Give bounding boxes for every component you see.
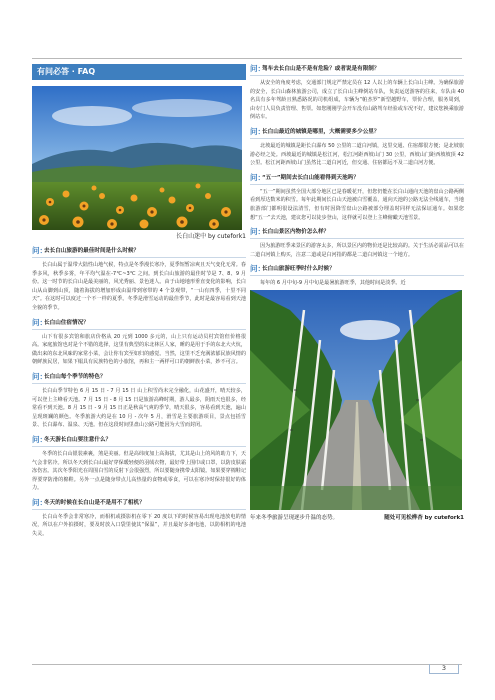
- question-text: “五一”期间去长白山能看得到天池吗？: [262, 174, 359, 181]
- question-marker: 问：: [250, 64, 265, 73]
- divider: [250, 275, 464, 276]
- divider: [32, 509, 246, 510]
- question-text: 长白山住宿情况？: [44, 319, 89, 326]
- answer-text: 从安全的角度考虑，交通部门规定严禁定员在 12 人以上的车辆上长白山主峰。为确保旅游的安全，长白山森林旅游公司，成立了长白山主峰倒站车队，负责运送游客的往来，车队由 40 名具有多年驾龄且熟悉路况的司机组成，车辆为“帕杰罗”新型越野车，票价合理，服务周到，由专门人员负责管理、售票。如您刚刚学会开车没有山路驾车经验或车况不好，建议您换乘旅游倒站车。: [250, 80, 464, 121]
- divider: [32, 257, 246, 258]
- question-text: 冬天的时候在长白山是不是用不了相机？: [44, 499, 145, 506]
- section-title: 有问必答 · FAQ: [32, 64, 246, 80]
- question-text: 长白山最近的城镇是哪里，大概需要多少公里？: [262, 128, 380, 135]
- answer-continuation: 年来冬季旅游呈现逐步升温的态势。: [250, 514, 339, 521]
- left-column: [32, 64, 246, 539]
- question-text: 驾车去长白山是不是有危险？或者说是有限制？: [262, 66, 380, 72]
- divider: [250, 138, 464, 139]
- photo-caption: 随处可见松桦杏 by cutefork1: [384, 514, 464, 521]
- divider: [250, 238, 464, 239]
- question-text: 长白山景区内物价怎么样？: [262, 229, 330, 236]
- page-number: 3: [429, 664, 459, 674]
- question-marker: 问：: [32, 317, 47, 327]
- faq-item: [32, 498, 246, 539]
- bottom-rule: [32, 664, 462, 665]
- question-text: 长白山旅游旺季时什么时候？: [262, 266, 335, 273]
- faq-item: [32, 435, 246, 493]
- answer-text: 北坡最近的城镇是距长白瀑布 50 公里的二道白河镇，这里交通、住宿都很方便；是北坡旅游必经之处。西坡最近的城镇是松江河，松江河距西坡山门 30 公里，西坡山门距西坡坡顶 42 公里。松江河距西坡山门虽然比二道白河近，但交通、住宿都远不及二道白河方便。: [250, 142, 464, 167]
- divider: [250, 184, 464, 185]
- flower-meadow-photo: [32, 86, 242, 230]
- faq-item: [250, 127, 464, 168]
- faq-item: [250, 264, 464, 288]
- question-marker: 问：: [250, 126, 265, 136]
- divider: [32, 446, 246, 447]
- question-marker: 问：: [250, 227, 265, 237]
- question-text: 长白山每个季节的特色？: [44, 373, 106, 380]
- question-marker: 问：: [32, 497, 47, 507]
- faq-item: [32, 372, 246, 430]
- answer-text: 山下有很多宾馆和旅店价格从 20 元到 1000 多元的，山上只有运动员村宾馆但价格很高。家庭旅馆也对是个不错的选择，这里有典型的东北林区人家，睡的是用于手的东北大火炕，做出来的东北风味的家常小菜，会让你有宾至如归的感觉。当然，这里不乏充满浓郁民族风情的朝鲜族民居，如果下榻具有民族特色的小旅馆，再和主一两样可口的朝鲜族小菜，妙不可言。: [32, 333, 246, 366]
- question-marker: 问：: [32, 371, 47, 381]
- divider: [250, 75, 464, 76]
- question-marker: 问：: [32, 434, 47, 444]
- faq-item: [250, 64, 464, 122]
- divider: [32, 383, 246, 384]
- birch-road-photo: [250, 290, 462, 510]
- divider: [32, 329, 246, 330]
- answer-text: 每年的 6 月中旬-9 月中旬是最暑旅游旺季，其他时间是淡季。近: [260, 280, 406, 287]
- answer-text: 长白山属于温带大陆性山地气候，特点是冬季漫长寒冷，夏季短暂凉爽且天气变化无常。春季多风，秋季多雾，年平均气温在-7℃~3℃ 之间。到长白山旅游的最佳时节是 7、8、9 月份。这一时节的长白山是最美丽的，风光秀丽、景色迷人。由于山地地形垂直变化的影响，长白山从山脚到山顶，随着海拔的增加形成由温带到寒带的 4 个景观带，“一山有四季，十里不同天”。在这时可以度过一个不一样的夏季。冬季是滑雪运动的最佳季节，此时是最容易看到天池全貌的季节。: [32, 262, 246, 311]
- answer-text: 长白山季节特色 6 月 15 日 - 7 月 15 日 山上积雪尚未完全融化，山花盛开，晴天较多，可以登上主峰看天池。7 月 15 日 - 8 月 15 日是旅游高峰时期，游人最多，阴雨天也很多，经常看不到天池。8 月 15 日 - 9 月 15 日正是秋高气爽的季节，晴天很多，容易看到天池，遍山呈现斑斓的颜色。冬季旅游大约是在 10 月 - 次年 5 月，滑雪是主要旅游项目，景点包括雪景、长白瀑布、温泉、天池。但在这段时间里盘山公路可能因为大雪而封闭。: [32, 387, 246, 429]
- question-marker: 问：: [250, 264, 265, 274]
- top-rule: [32, 58, 462, 59]
- question-marker: 问：: [32, 246, 47, 255]
- question-marker: 问：: [250, 172, 265, 182]
- faq-item: [32, 318, 246, 367]
- answer-text: 冬季的长白山银装素裹，煞是美丽。但是高纬度加上高海拔，尤其是山上的风的助力下，天气会非常冷。所以冬天到长白山最好穿保暖轻便的羽绒衣物，最好带上围巾或口罩，以防皮肤霜冻伤害。其次冬季阳光在周围白雪的反射下会很强烈，所以要随身携带太阳镜。如果要穿棉鞋记得要穿防滑的棉鞋。另外一点是随身带点儿高热量的食物或零食，可以在寒冷时保持很好的体力。: [32, 450, 246, 492]
- faq-item: [32, 246, 246, 313]
- answer-text: 因为旅游旺季来景区的游客太多，所以景区内的物价还是比较高的。关于生活必需品可以在二道白河镇上购买，注意二道或是白河指的都是二道白河镇这一个地方。: [250, 243, 464, 258]
- answer-text: “五一”期间虽然全国大部分地区已是春暖花开，但您仍能在长白山通向天池的盘山公路两侧看到厚达数米的积雪。每年此期间长白山天池被白雪覆盖，通向天池的公路无法全线通车，当地旅游部门都明很设法清雪，但有时因降雪盘山公路被部分埋盖时同样无法保证通车。如果您想“五一”去天池，建议您可以徒步登山，这样就可以登上主峰俯瞰天池雪景。: [250, 188, 464, 221]
- photo-caption: 长白山迷中 by cutefork1: [176, 233, 246, 240]
- right-column: [250, 64, 464, 521]
- question-text: 冬天游长白山要注意什么？: [44, 436, 112, 443]
- answer-text: 长白山冬季会非常寒冷，而相机或摄影机在零下 20 度以下的时候容易出现电池放电的情况，所以在户外拍摄时，要及时放入口袋里使其“保温”，并且最好多备电池，以防相机的电池失灵。: [32, 513, 246, 538]
- faq-item: [250, 227, 464, 259]
- question-text: 去长白山旅游的最佳时间是什么时候？: [44, 248, 140, 254]
- faq-item: [250, 173, 464, 222]
- photo-caption-row: [250, 513, 464, 521]
